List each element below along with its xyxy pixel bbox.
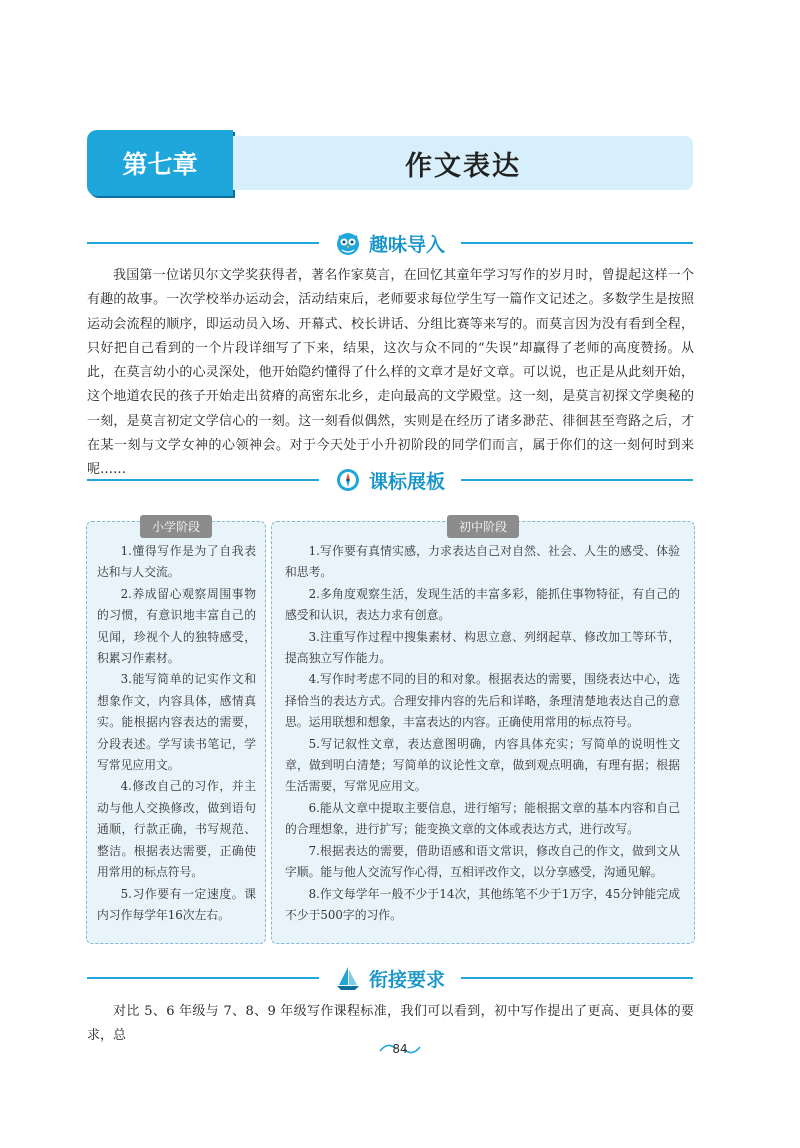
section-heading-bridge xyxy=(87,964,693,992)
divider-line xyxy=(87,242,319,244)
standard-item: 2.多角度观察生活，发现生活的丰富多彩，能抓住事物特征，有自己的感受和认识，表达力求有创意。 xyxy=(285,586,680,623)
stage-tab: 初中阶段 xyxy=(447,515,519,538)
standard-item: 4.修改自己的习作，并主动与他人交换修改，做到语句通顺，行款正确，书写规范、整洁。根据表达需要，正确使用常用的标点符号。 xyxy=(97,779,256,880)
stage-tab: 小学阶段 xyxy=(140,515,212,538)
standard-item: 4.写作时考虑不同的目的和对象。根据表达的需要，围绕表达中心，选择恰当的表达方式。合理安排内容的先后和详略，条理清楚地表达自己的意思。运用联想和想象，丰富表达的内容。正确使用常用的标点符号。 xyxy=(285,672,680,730)
standard-item: 2.养成留心观察周围事物的习惯，有意识地丰富自己的见闻，珍视个人的独特感受，积累习作素材。 xyxy=(97,586,256,666)
divider-line xyxy=(87,479,319,481)
primary-stage-box xyxy=(86,521,266,944)
section-label xyxy=(319,964,461,992)
standards-list xyxy=(285,541,680,926)
standard-item: 8.作文每学年一般不少于14次，其他练笔不少于1万字，45分钟能完成不少于500字的习作。 xyxy=(285,886,680,922)
section-title: 课标展板 xyxy=(368,470,445,493)
standard-item: 5.习作要有一定速度。课内习作每学年16次左右。 xyxy=(97,886,256,922)
standards-list xyxy=(97,541,256,926)
section-label xyxy=(319,466,461,494)
section-heading-standards xyxy=(87,466,693,494)
divider-line xyxy=(87,977,319,979)
page-number-text: 84 xyxy=(392,1042,408,1056)
page-number xyxy=(370,1037,430,1061)
owl-icon xyxy=(335,230,361,256)
standard-item: 1.写作要有真情实感，力求表达自己对自然、社会、人生的感受、体验和思考。 xyxy=(285,544,680,580)
divider-line xyxy=(461,479,693,481)
chapter-header xyxy=(87,130,693,196)
standard-item: 3.能写简单的记实作文和想象作文，内容具体，感情真实。能根据内容表达的需要，分段表述。学写读书笔记，学写常见应用文。 xyxy=(97,672,256,773)
standard-item: 3.注重写作过程中搜集素材、构思立意、列纲起草、修改加工等环节，提高独立写作能力。 xyxy=(285,629,680,666)
standard-item: 1.懂得写作是为了自我表达和与人交流。 xyxy=(97,544,256,580)
standard-item: 5.写记叙性文章，表达意图明确，内容具体充实；写简单的说明性文章，做到明白清楚；写简单的议论性文章，做到观点明确，有理有据；根据生活需要，写常见应用文。 xyxy=(285,736,680,794)
junior-stage-box xyxy=(271,521,695,944)
section-title: 衔接要求 xyxy=(368,968,445,991)
standard-item: 6.能从文章中提取主要信息，进行缩写；能根据文章的基本内容和自己的合理想象，进行扩写；能变换文章的文体或表达方式，进行改写。 xyxy=(285,800,680,837)
standard-item: 7.根据表达的需要，借助语感和语文常识，修改自己的作文，做到文从字顺。能与他人交流写作心得，互相评改作文，以分享感受，沟通见解。 xyxy=(285,843,680,880)
section-title: 趣味导入 xyxy=(368,233,445,256)
sail-icon xyxy=(335,965,361,991)
chapter-title: 作文表达 xyxy=(233,136,693,190)
section-label xyxy=(319,229,461,257)
compass-icon xyxy=(335,467,361,493)
section-heading-intro xyxy=(87,229,693,257)
intro-paragraph: 我国第一位诺贝尔文学奖获得者，著名作家莫言，在回忆其童年学习写作的岁月时，曾提起这样一个有趣的故事。一次学校举办运动会，活动结束后，老师要求每位学生写一篇作文记述之。多数学生是按照运动会流程的顺序，即运动员入场、开幕式、校长讲话、分组比赛等来写的。而莫言因为没有看到全程，只好把自己看到的一个片段详细写了下来，结果，这次与众不同的“失误”却赢得了老师的高度赞扬。从此，在莫言幼小的心灵深处，他开始隐约懂得了什么样的文章才是好文章。可以说，也正是从此刻开始，这个地道农民的孩子开始走出贫瘠的高密东北乡，走向最高的文学殿堂。这一刻，是莫言初探文学奥秘的一刻，是莫言初定文学信心的一刻。这一刻看似偶然，实则是在经历了诸多渺茫、徘徊甚至弯路之后，才在某一刻与文学女神的心领神会。对于今天处于小升初阶段的同学们而言，属于你们的这一刻何时到来呢…… xyxy=(87,268,694,478)
bridge-paragraph: 对比 5、6 年级与 7、8、9 年级写作课程标准，我们可以看到，初中写作提出了更高、更具体的要求，总 xyxy=(87,1004,694,1044)
chapter-number: 第七章 xyxy=(87,130,233,196)
divider-line xyxy=(461,242,693,244)
divider-line xyxy=(461,977,693,979)
